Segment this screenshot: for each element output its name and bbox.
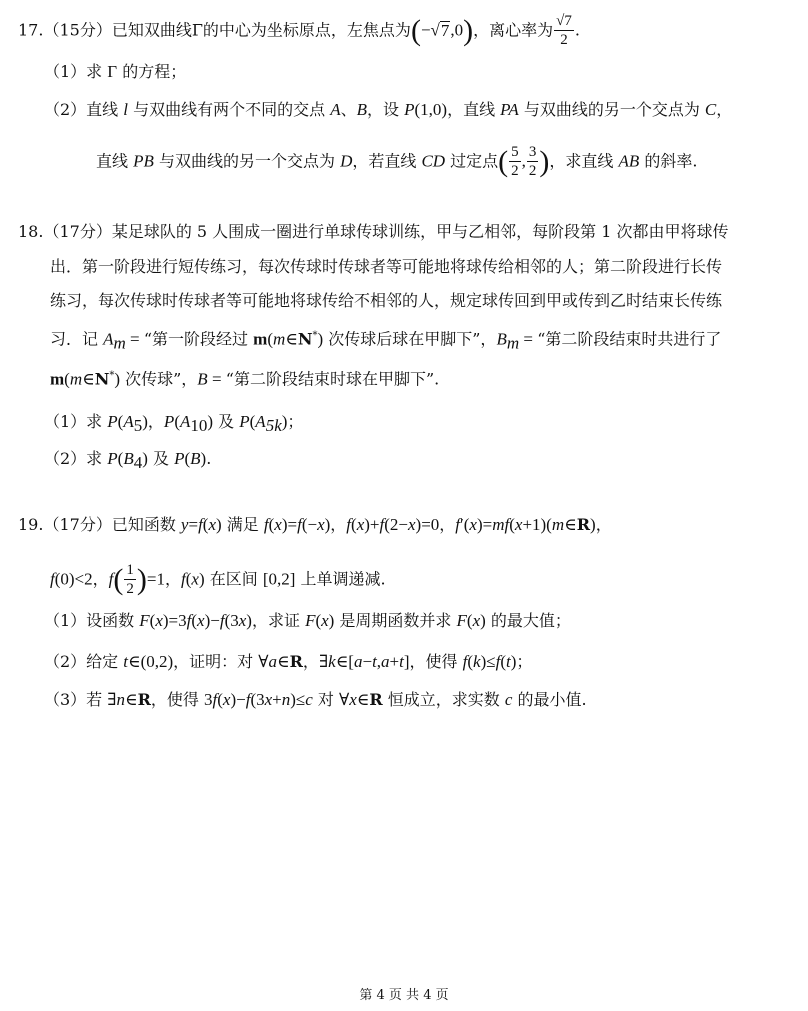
q18-line2: 出．第一阶段进行短传练习，每次传球时传球者等可能地将球传给相邻的人；第二阶段进行长传 (50, 257, 723, 276)
q18-part2: （2）求 $P(B_4)$ 及 P(B). (44, 449, 212, 473)
q17-part1: （1）求 Γ 的方程； (44, 62, 187, 81)
q18-part1: （1）求 $P(A_5)$，$P(A_{10})$ 及 $P(A_{5k})$； (44, 412, 304, 436)
q19-part1: （1）设函数 F(x)=3f(x)−f(3x)，求证 F(x) 是周期函数并求 F(x) 的最大值； (44, 611, 571, 630)
q17-stem: 17.（15分）已知双曲线Γ的中心为坐标原点，左焦点为(−√7,0)，离心率为 $\frac{√7}{2}$ . (18, 13, 580, 48)
q18-line5: m(m∈N*) 次传球”，B = “第二阶段结束时球在甲脚下”. (50, 369, 440, 389)
q19-line2: f(0)<2，f( $\frac{1}{2}$ )=1，f(x) 在区间 [0,2] 上单调递减. (50, 562, 386, 597)
q19-part3: （3）若 ∃n∈R，使得 3f(x)−f(3x+n)≤c 对 ∀x∈R 恒成立，求实数 c 的最小值. (44, 690, 587, 709)
q19-line1: 19.（17分）已知函数 y=f(x) 满足 f(x)=f(−x)，f(x)+f(2−x)=0，f′(x)=mf(x+1)(m∈R)， (18, 515, 612, 534)
page-footer: 第 4 页 共 4 页 (359, 988, 449, 1003)
q18-line4: 习．记 $A_m$ = “第一阶段经过 m(m∈N*) 次传球后球在甲脚下”，$B_m$ = “第二阶段结束时共进行了 (50, 329, 722, 353)
q17-part2-line2: 直线 PB 与双曲线的另一个交点为 D，若直线 CD 过定点( $\frac{5}{2}$ , $\frac{3}{2}$ )，求直线 AB 的斜率. (96, 144, 698, 179)
q19-part2: （2）给定 t∈(0,2)，证明：对 ∀a∈R，∃k∈[a−t,a+t]，使得 f(k)≤f(t)； (44, 652, 533, 671)
q18-line1: 18.（17分）某足球队的 5 人围成一圈进行单球传球训练，甲与乙相邻，每阶段第 1 次都由甲将球传 (18, 222, 729, 241)
q18-line3: 练习，每次传球时传球者等可能地将球传给不相邻的人，规定球传回到甲或传到乙时结束长传练 (50, 291, 723, 310)
q17-part2-line1: （2）直线 l 与双曲线有两个不同的交点 A、B，设 P(1,0)，直线 PA 与双曲线的另一个交点为 C， (44, 100, 733, 119)
